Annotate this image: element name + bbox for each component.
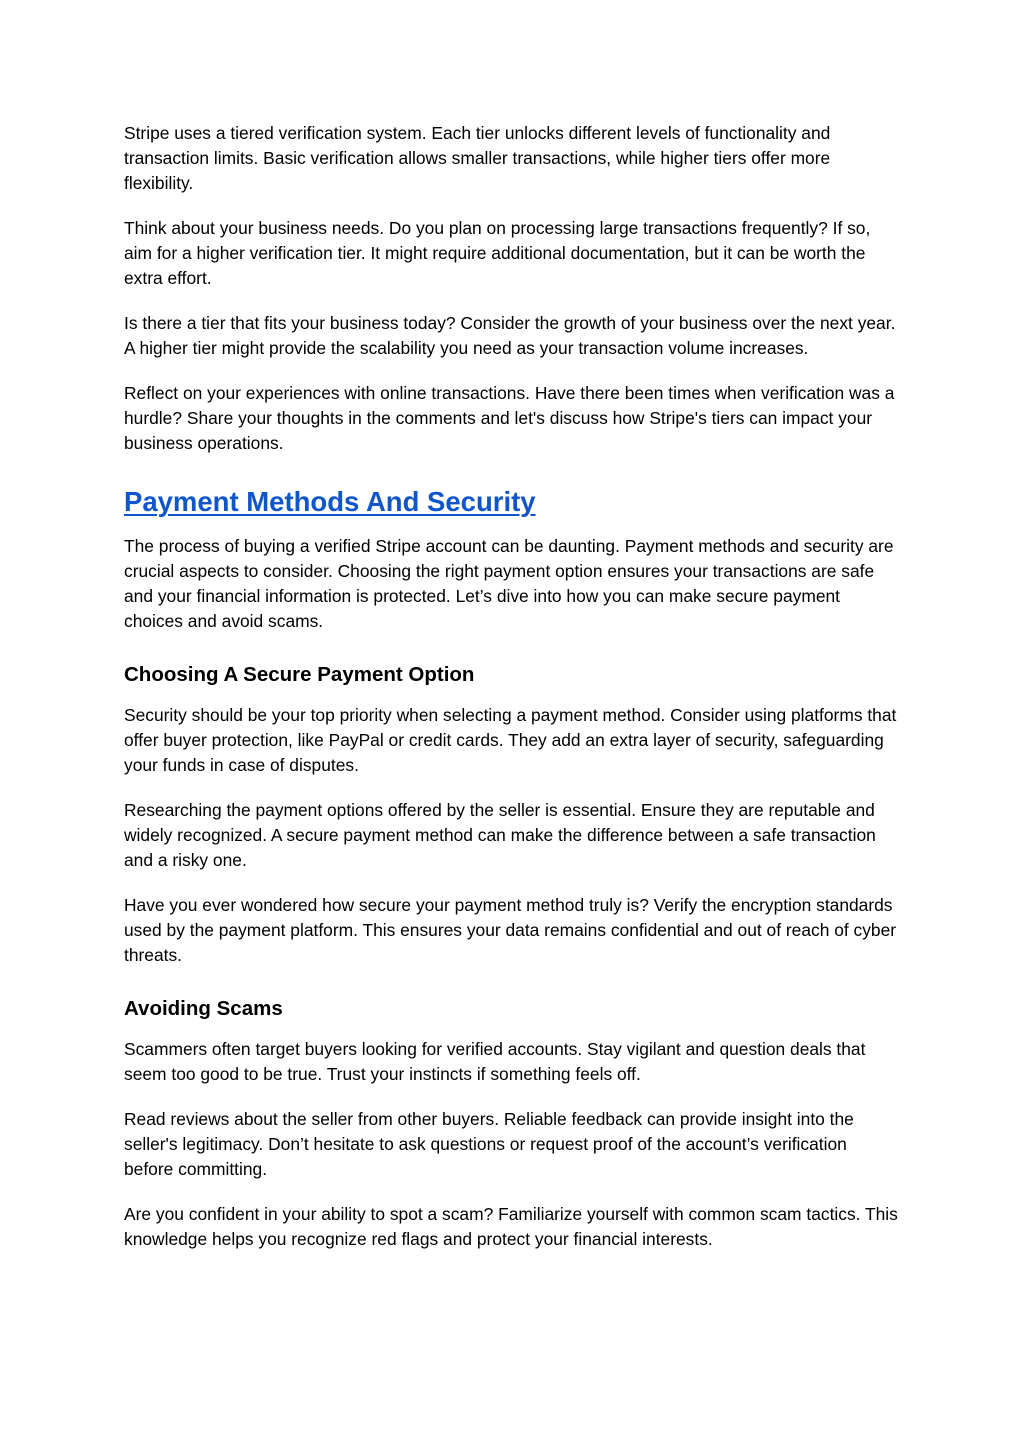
paragraph: Have you ever wondered how secure your payment method truly is? Verify the encryption standards used by the payment platform. This ensures your data remains confidential and out of reach of cyber threats. [124, 895, 897, 965]
paragraph: Scammers often target buyers looking for verified accounts. Stay vigilant and question deals that seem too good to be true. Trust your instincts if something feels off. [124, 1039, 866, 1084]
paragraph: Researching the payment options offered by the seller is essential. Ensure they are reputable and widely recognized. A secure payment method can make the difference between a safe transaction and a risky one. [124, 800, 876, 870]
paragraph: Security should be your top priority when selecting a payment method. Consider using platforms that offer buyer protection, like PayPal or credit cards. They add an extra layer of security, safeguarding your funds in case of disputes. [124, 705, 897, 775]
paragraph: Are you confident in your ability to spot a scam? Familiarize yourself with common scam tactics. This knowledge helps you recognize red flags and protect your financial interests. [124, 1204, 898, 1249]
paragraph: Think about your business needs. Do you plan on processing large transactions frequently? If so, aim for a higher verification tier. It might require additional documentation, but it can be worth the extra effort. [124, 218, 871, 288]
section-intro-paragraph: The process of buying a verified Stripe account can be daunting. Payment methods and security are crucial aspects to consider. Choosing the right payment option ensures your transactions are safe and your financial information is protected. Let’s dive into how you can make secure payment choices and avoid scams. [124, 536, 894, 631]
paragraph: Stripe uses a tiered verification system. Each tier unlocks different levels of functionality and transaction limits. Basic verification allows smaller transactions, while higher tiers offer more flexibility. [124, 123, 831, 193]
document-page [124, 121, 900, 1272]
section-heading [124, 484, 900, 520]
paragraph: Read reviews about the seller from other buyers. Reliable feedback can provide insight into the seller's legitimacy. Don’t hesitate to ask questions or request proof of the account’s verification before committing. [124, 1109, 854, 1179]
subsection-heading: Choosing A Secure Payment Option [124, 663, 475, 686]
paragraph: Reflect on your experiences with online transactions. Have there been times when verification was a hurdle? Share your thoughts in the comments and let's discuss how Stripe's tiers can impact your business operations. [124, 383, 895, 453]
subsection-heading: Avoiding Scams [124, 997, 283, 1020]
section-heading-link[interactable]: Payment Methods And Security [124, 486, 536, 517]
paragraph: Is there a tier that fits your business today? Consider the growth of your business over the next year. A higher tier might provide the scalability you need as your transaction volume increases. [124, 313, 896, 358]
